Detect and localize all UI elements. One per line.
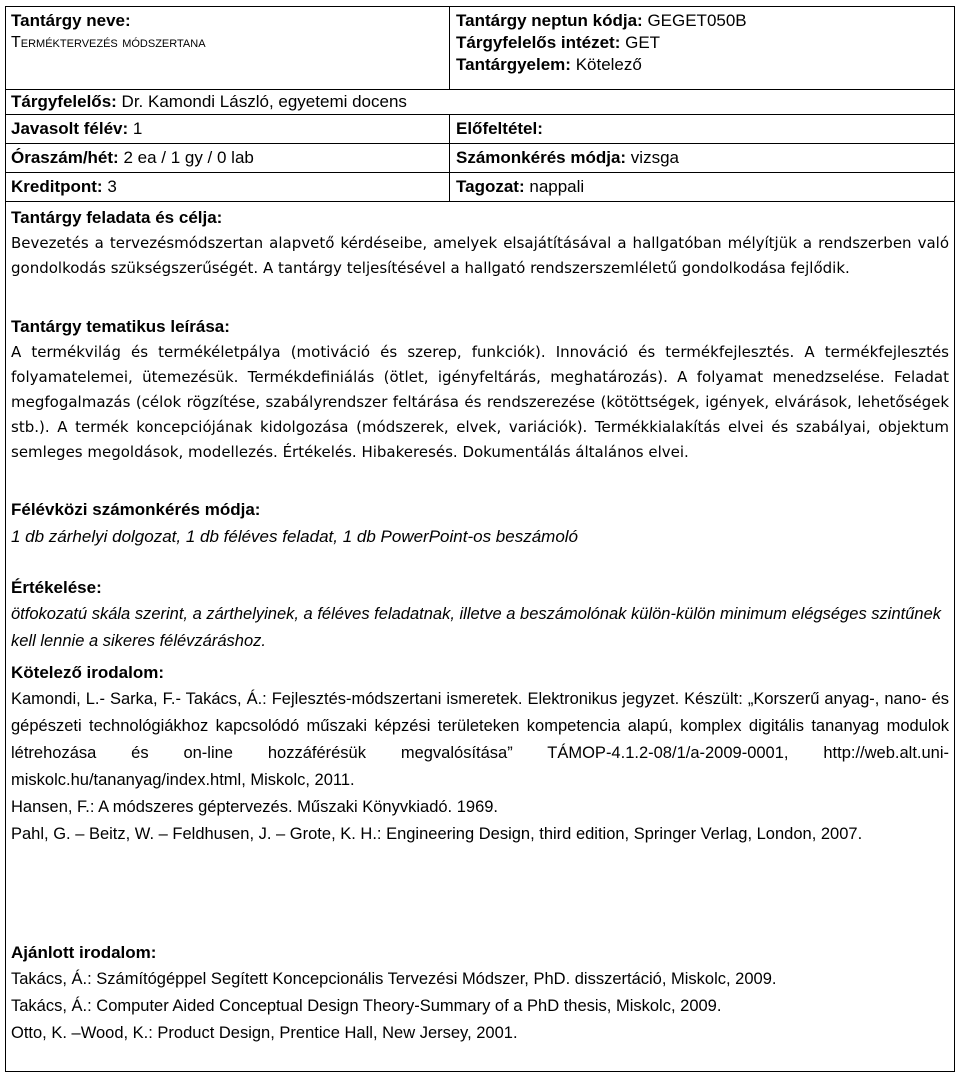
hours-row — [6, 144, 954, 173]
credits-value: 3 — [107, 177, 117, 196]
header-row — [6, 7, 954, 90]
recommended-literature-item: Takács, Á.: Computer Aided Conceptual Design Theory-Summary of a PhD thesis, Miskolc, 2009. — [11, 997, 722, 1015]
required-literature-item: Pahl, G. – Beitz, W. – Feldhusen, J. – Grote, K. H.: Engineering Design, third edition, Springer Verlag, London, 2007. — [11, 825, 863, 843]
midterm-text: 1 db zárhelyi dolgozat, 1 db féléves feladat, 1 db PowerPoint-os beszámoló — [11, 527, 579, 546]
goal-label: Tantárgy feladata és célja: — [11, 208, 223, 227]
evaluation-section — [11, 574, 949, 655]
midterm-section — [11, 496, 949, 550]
required-literature-item: Kamondi, L.- Sarka, F.- Takács, Á.: Fejlesztés-módszertani ismeretek. Elektronikus jegyzet. Készült: „Korszerű anyag-, nano- és gépészeti technológiákhoz kapcsolódó műszaki képzési területeken kompetencia alapú, komplex digitális tananyag modulok létrehozása és on-line hozzáférésük megvalósítása” TÁMOP-4.1.2-08/1/a-2009-0001, http://web.alt.uni-miskolc.hu/tananyag/index.html, Miskolc, 2011. — [11, 690, 949, 789]
course-meta-cell — [450, 7, 954, 89]
institute-value: GET — [625, 33, 661, 52]
semester-row — [6, 115, 954, 144]
recommended-literature-label: Ajánlott irodalom: — [11, 943, 157, 962]
division-value: nappali — [529, 177, 585, 196]
required-literature-section — [11, 659, 949, 848]
responsible-row — [6, 90, 954, 115]
topics-text: A termékvilág és termékéletpálya (motiváció és szerep, funkciók). Innováció és termékfejlesztés. A termékfejlesztés folyamatelemei, ütemezésük. Termékdefiniálás (ötlet, igényfeltárás, meghatározás). A folyamat menedzselése. Feladat megfogalmazás (célok rögzítése, szabályrendszer feltárása és rendszerezése (kötöttségek, igények, elvárások, lehetőségek stb.). A termék koncepciójának kidolgozása (módszerek, elvek, variációk). Termékkialakítás elvei és szabályai, objektum semleges megoldások, modellezés. Értékelés. Hibakeresés. Dokumentálás általános elvei. — [11, 343, 949, 461]
semester-label: Javasolt félév: — [11, 119, 129, 138]
division-label: Tagozat: — [456, 177, 525, 196]
element-value: Kötelező — [575, 55, 642, 74]
recommended-literature-section — [11, 939, 949, 1047]
institute-label: Tárgyfelelős intézet: — [456, 33, 621, 52]
topics-label: Tantárgy tematikus leírása: — [11, 317, 230, 336]
goal-text: Bevezetés a tervezésmódszertan alapvető kérdéseibe, amelyek elsajátításával a hallgatóban mélyítjük a rendszerben való gondolkodás szükségszerűségét. A tantárgy teljesítésével a hallgató rendszerszemléletű gondolkodása fejlődik. — [11, 234, 949, 277]
recommended-literature-item: Otto, K. –Wood, K.: Product Design, Prentice Hall, New Jersey, 2001. — [11, 1024, 518, 1042]
prerequisite-label: Előfeltétel: — [456, 119, 543, 138]
element-label: Tantárgyelem: — [456, 55, 571, 74]
exam-type-label: Számonkérés módja: — [456, 148, 627, 167]
course-datasheet — [5, 6, 955, 1072]
evaluation-text: ötfokozatú skála szerint, a zárthelyinek, a féléves feladatnak, illetve a beszámolónak külön-külön minimum elégséges szintűnek kell lennie a sikeres félévzáráshoz. — [11, 605, 941, 650]
credits-label: Kreditpont: — [11, 177, 103, 196]
required-literature-label: Kötelező irodalom: — [11, 663, 165, 682]
hours-label: Óraszám/hét: — [11, 148, 119, 167]
credits-row — [6, 173, 954, 202]
responsible-label: Tárgyfelelős: — [11, 92, 117, 111]
responsible-value: Dr. Kamondi László, egyetemi docens — [121, 92, 407, 111]
course-name-label: Tantárgy neve: — [11, 11, 131, 30]
midterm-label: Félévközi számonkérés módja: — [11, 500, 261, 519]
semester-value: 1 — [132, 119, 143, 138]
exam-type-value: vizsga — [630, 148, 679, 167]
required-literature-item: Hansen, F.: A módszeres géptervezés. Műszaki Könyvkiadó. 1969. — [11, 798, 499, 816]
topics-section — [11, 313, 949, 465]
hours-value: 2 ea / 1 gy / 0 lab — [123, 148, 254, 167]
course-name-cell — [6, 7, 450, 89]
neptun-label: Tantárgy neptun kódja: — [456, 11, 643, 30]
neptun-value: GEGET050B — [647, 11, 747, 30]
recommended-literature-item: Takács, Á.: Számítógéppel Segített Koncepcionális Tervezési Módszer, PhD. disszertáció, Miskolc, 2009. — [11, 970, 777, 988]
evaluation-label: Értékelése: — [11, 578, 102, 597]
course-name-value: Terméktervezés módszertana — [11, 34, 206, 51]
goal-section — [11, 204, 949, 281]
